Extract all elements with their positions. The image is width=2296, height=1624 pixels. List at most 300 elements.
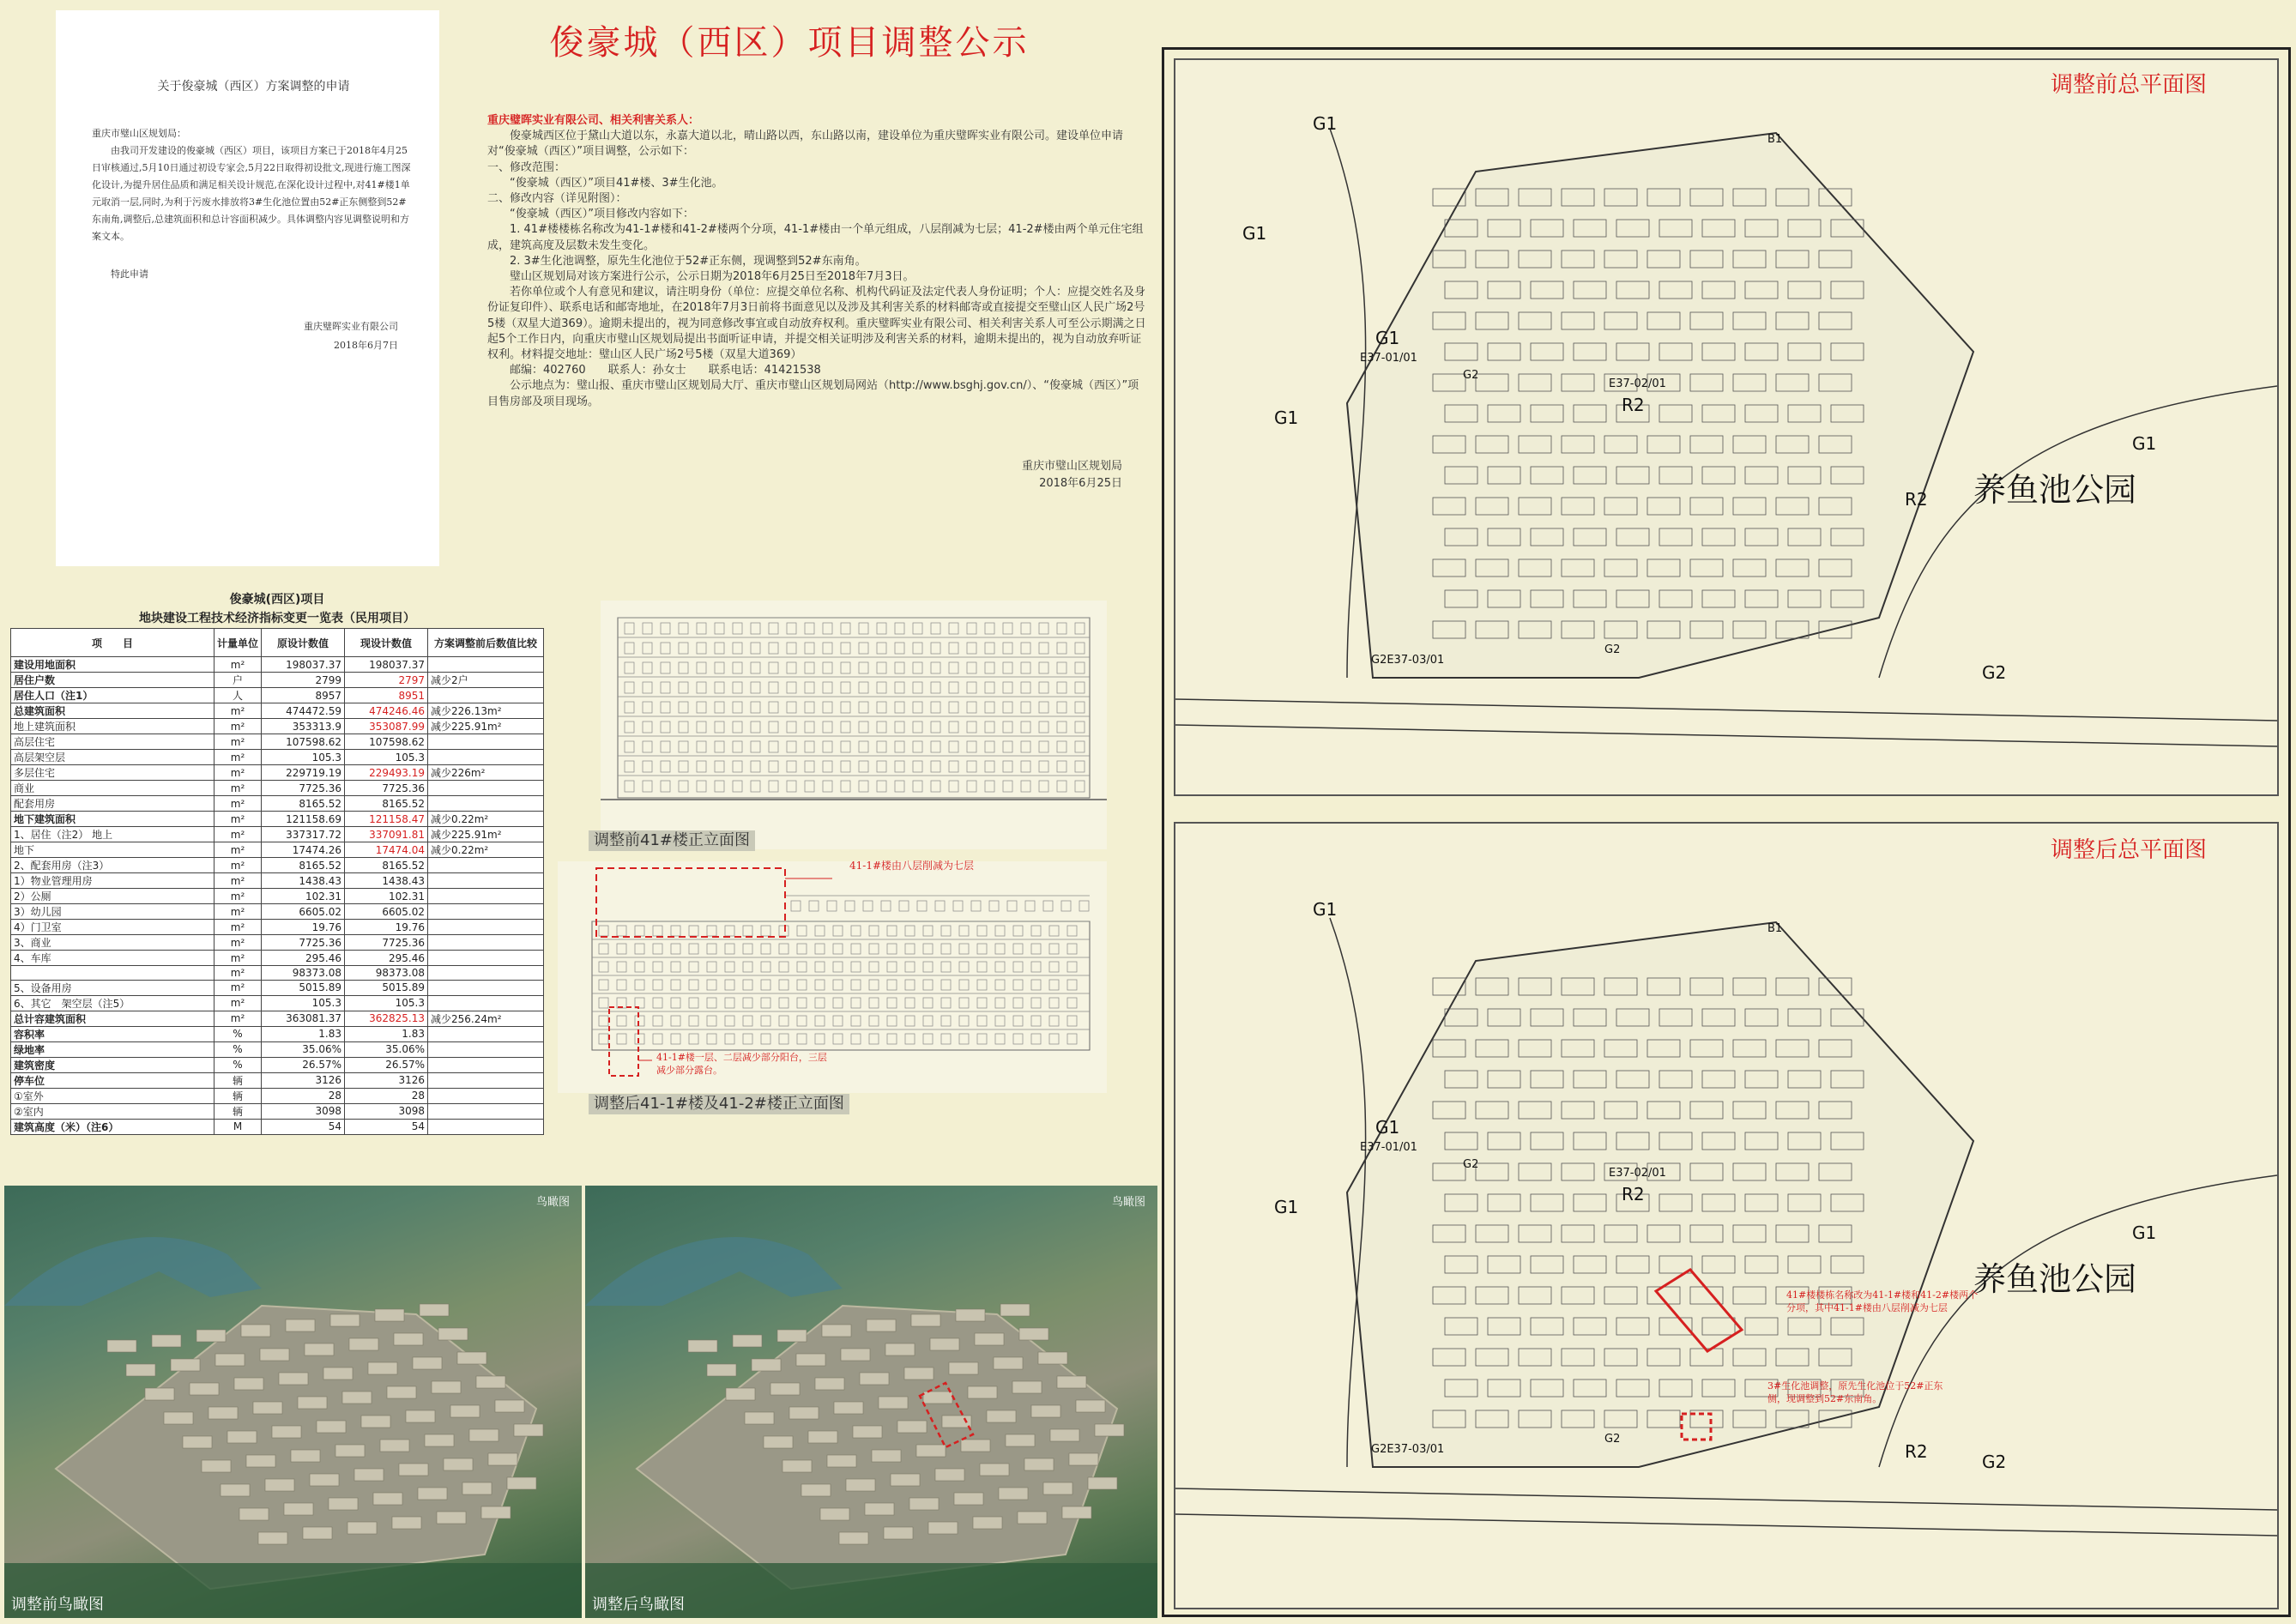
letter-salutation: 重庆市璧山区规划局： xyxy=(92,128,186,139)
window xyxy=(1031,1016,1041,1026)
aerial-building xyxy=(839,1532,868,1544)
table-cell-unit: M xyxy=(214,1119,262,1134)
plan-after-label-g1: G1 xyxy=(2132,1223,2157,1243)
plan-before xyxy=(1174,58,2279,796)
window xyxy=(967,741,976,752)
table-cell-curr: 8165.52 xyxy=(345,796,428,812)
window xyxy=(959,1034,969,1044)
table-cell-unit: m² xyxy=(214,657,262,673)
window xyxy=(859,721,868,733)
plan-before-drawing xyxy=(1175,60,2277,794)
window xyxy=(697,761,706,772)
window xyxy=(823,721,832,733)
plan-before-label-g1: G1 xyxy=(1242,223,1267,244)
window xyxy=(1075,721,1085,733)
table-cell-diff: 减少256.24m² xyxy=(428,1011,544,1026)
window xyxy=(617,926,626,936)
window xyxy=(805,643,814,654)
window xyxy=(1075,623,1085,634)
window xyxy=(959,998,969,1008)
notice-p2: “俊豪城（西区）”项目41#楼、3#生化池。 xyxy=(510,176,723,190)
table-cell-curr: 362825.13 xyxy=(345,1011,428,1026)
table-cell-orig: 8165.52 xyxy=(262,796,345,812)
window xyxy=(887,980,897,990)
table-cell-orig: 28 xyxy=(262,1088,345,1103)
window xyxy=(851,1016,861,1026)
window xyxy=(643,741,652,752)
aerial-building xyxy=(462,1482,492,1494)
aerial-building xyxy=(488,1453,517,1465)
aerial-building xyxy=(190,1383,219,1395)
table-header-orig: 原设计数值 xyxy=(262,629,345,657)
plan-after-label-g2: G2 xyxy=(1604,1433,1621,1446)
window xyxy=(913,702,922,713)
table-row xyxy=(11,781,544,796)
window xyxy=(791,901,801,911)
plan-after-label-plot: E37-01/01 xyxy=(1360,1141,1417,1154)
window xyxy=(895,741,904,752)
table-cell-diff xyxy=(428,750,544,765)
window xyxy=(931,643,940,654)
aerial-building xyxy=(834,1402,863,1414)
table-cell-unit: m² xyxy=(214,995,262,1011)
table-cell-diff xyxy=(428,873,544,889)
table-cell-diff xyxy=(428,935,544,951)
aerial-building xyxy=(284,1503,313,1515)
table-cell-curr: 98373.08 xyxy=(345,966,428,981)
aerial-building xyxy=(867,1319,896,1331)
window xyxy=(1021,623,1030,634)
table-cell-curr: 3098 xyxy=(345,1103,428,1119)
window xyxy=(985,643,994,654)
window xyxy=(959,926,969,936)
window xyxy=(599,998,608,1008)
window xyxy=(751,741,760,752)
window xyxy=(815,962,825,972)
aerial-building xyxy=(425,1434,454,1446)
plan-after-label-r2: R2 xyxy=(1905,1441,1928,1462)
window xyxy=(913,662,922,673)
window xyxy=(779,1034,788,1044)
aerial-building xyxy=(375,1309,404,1321)
aerial-building xyxy=(1043,1482,1072,1494)
aerial-building xyxy=(1006,1434,1035,1446)
window xyxy=(923,998,933,1008)
window xyxy=(869,944,879,954)
window xyxy=(899,901,909,911)
window xyxy=(851,980,861,990)
table-cell-curr: 8165.52 xyxy=(345,858,428,873)
building-outline-after xyxy=(592,921,1090,1050)
window xyxy=(887,1034,897,1044)
table-row xyxy=(11,1103,544,1119)
window xyxy=(823,623,832,634)
table-cell-orig: 198037.37 xyxy=(262,657,345,673)
table-cell-unit: m² xyxy=(214,873,262,889)
window xyxy=(787,662,796,673)
aerial-building xyxy=(865,1503,894,1515)
table-row xyxy=(11,812,544,827)
aerial-building xyxy=(387,1386,416,1398)
window xyxy=(841,623,850,634)
window xyxy=(733,761,742,772)
window xyxy=(869,998,879,1008)
table-row xyxy=(11,873,544,889)
window xyxy=(671,980,680,990)
window xyxy=(661,741,670,752)
window xyxy=(1049,1016,1059,1026)
aerial-building xyxy=(335,1445,365,1457)
window xyxy=(1067,1016,1077,1026)
window xyxy=(859,643,868,654)
table-cell-orig: 19.76 xyxy=(262,920,345,935)
aerial-building xyxy=(354,1469,384,1481)
window xyxy=(715,781,724,792)
window xyxy=(977,998,987,1008)
aerial-building xyxy=(323,1367,353,1379)
window xyxy=(913,623,922,634)
window xyxy=(787,781,796,792)
window xyxy=(733,662,742,673)
table-cell-curr: 5015.89 xyxy=(345,980,428,995)
aerial-building xyxy=(935,1469,964,1481)
window xyxy=(653,980,662,990)
window xyxy=(689,1016,698,1026)
table-row xyxy=(11,1088,544,1103)
table-cell-unit: m² xyxy=(214,781,262,796)
window xyxy=(689,998,698,1008)
window xyxy=(967,623,976,634)
window xyxy=(635,926,644,936)
table-row xyxy=(11,920,544,935)
aerial-building xyxy=(258,1532,287,1544)
window xyxy=(707,926,716,936)
window xyxy=(1003,702,1012,713)
window xyxy=(797,1034,807,1044)
window xyxy=(841,662,850,673)
table-cell-diff: 减少2户 xyxy=(428,673,544,688)
window xyxy=(1031,962,1041,972)
window xyxy=(643,623,652,634)
aerial-building xyxy=(342,1392,372,1404)
table-cell-unit: m² xyxy=(214,827,262,842)
window xyxy=(985,721,994,733)
window xyxy=(715,662,724,673)
window xyxy=(733,623,742,634)
window xyxy=(625,682,634,693)
window xyxy=(1013,998,1023,1008)
table-cell-curr: 295.46 xyxy=(345,951,428,966)
window xyxy=(815,980,825,990)
table-cell-label: 容积率 xyxy=(11,1026,214,1041)
plan-before-label-g1: G1 xyxy=(1313,113,1338,134)
window xyxy=(769,623,778,634)
aerial-building xyxy=(107,1340,136,1352)
aerial-building xyxy=(145,1388,174,1400)
letter-title: 关于俊豪城（西区）方案调整的申请 xyxy=(157,80,350,94)
notice-p5: 2. 3#生化池调整，原先生化池位于52#正东侧，现调整到52#东南角。 xyxy=(510,254,867,268)
window xyxy=(815,1034,825,1044)
window xyxy=(679,702,688,713)
table-cell-diff xyxy=(428,734,544,750)
aerial-building xyxy=(126,1364,155,1376)
window xyxy=(1075,702,1085,713)
table-cell-diff xyxy=(428,781,544,796)
window xyxy=(751,682,760,693)
table-cell-curr: 6605.02 xyxy=(345,904,428,920)
window xyxy=(985,781,994,792)
window xyxy=(1075,643,1085,654)
window xyxy=(743,962,752,972)
window xyxy=(1057,662,1066,673)
window xyxy=(697,623,706,634)
table-row xyxy=(11,750,544,765)
notice-addressee: 重庆璧晖实业有限公司、相关利害关系人： xyxy=(487,114,700,127)
table-cell-orig: 17474.26 xyxy=(262,842,345,858)
table-row xyxy=(11,858,544,873)
window xyxy=(977,980,987,990)
aerial-building xyxy=(961,1440,990,1452)
window xyxy=(1067,1034,1077,1044)
table-cell-curr: 337091.81 xyxy=(345,827,428,842)
window xyxy=(995,998,1005,1008)
window xyxy=(823,702,832,713)
window xyxy=(1013,1034,1023,1044)
window xyxy=(689,980,698,990)
window xyxy=(743,1016,752,1026)
aerial-building xyxy=(298,1397,327,1409)
table-row xyxy=(11,980,544,995)
aerial-building xyxy=(987,1410,1016,1422)
aerial-building xyxy=(954,1493,983,1505)
plan-after-park: 养鱼池公园 xyxy=(1973,1260,2137,1298)
aerial-building xyxy=(770,1383,800,1395)
plan-after-note-1: 41#楼楼栋名称改为41-1#楼和41-2#楼两个分项，其中41-1#楼由八层削减为七层 xyxy=(1786,1289,1979,1313)
window xyxy=(949,761,958,772)
window xyxy=(989,901,999,911)
table-cell-label: 建筑密度 xyxy=(11,1057,214,1072)
aerial-building xyxy=(394,1333,423,1345)
aerial-building xyxy=(815,1378,844,1390)
window xyxy=(877,682,886,693)
aerial-before-caption: 调整前鸟瞰图 xyxy=(11,1596,104,1614)
window xyxy=(823,662,832,673)
aerial-building xyxy=(253,1402,282,1414)
window xyxy=(661,643,670,654)
table-cell-unit: m² xyxy=(214,750,262,765)
window xyxy=(787,623,796,634)
plan-before-label-r2: R2 xyxy=(1622,395,1645,415)
aerial-building xyxy=(392,1517,421,1529)
plan-after-title: 调整后总平面图 xyxy=(2051,837,2208,863)
window xyxy=(931,682,940,693)
table-cell-curr: 54 xyxy=(345,1119,428,1134)
window xyxy=(1025,901,1035,911)
table-cell-diff: 减少0.22m² xyxy=(428,842,544,858)
window xyxy=(815,1016,825,1026)
aerial-building xyxy=(418,1488,447,1500)
window xyxy=(977,944,987,954)
window xyxy=(1075,761,1085,772)
window xyxy=(905,1034,915,1044)
table-row xyxy=(11,1011,544,1026)
window xyxy=(1057,643,1066,654)
aerial-building xyxy=(437,1512,466,1524)
table-cell-unit: m² xyxy=(214,796,262,812)
table-cell-unit: m² xyxy=(214,935,262,951)
window xyxy=(671,1034,680,1044)
window xyxy=(679,721,688,733)
aerial-building xyxy=(923,1392,952,1404)
aerial-building xyxy=(789,1407,819,1419)
aerial-building xyxy=(1057,1376,1086,1388)
window xyxy=(823,682,832,693)
window xyxy=(797,962,807,972)
table-cell-diff xyxy=(428,1041,544,1057)
plan-after-label-plot: G2E37-03/01 xyxy=(1371,1443,1445,1456)
window xyxy=(1003,741,1012,752)
table-cell-diff xyxy=(428,995,544,1011)
table-cell-curr: 35.06% xyxy=(345,1041,428,1057)
aerial-building xyxy=(215,1354,245,1366)
table-cell-label: 5、设备用房 xyxy=(11,980,214,995)
window xyxy=(679,643,688,654)
elevation-note-top: 41-1#楼由八层削减为七层 xyxy=(849,860,975,872)
aerial-building xyxy=(239,1508,269,1520)
aerial-building xyxy=(891,1474,920,1486)
plan-before-label-g2: G2 xyxy=(1463,369,1479,382)
table-cell-orig: 35.06% xyxy=(262,1041,345,1057)
table-cell-diff: 减少226.13m² xyxy=(428,703,544,719)
letter-closing: 特此申请 xyxy=(111,269,148,280)
window xyxy=(1007,901,1017,911)
removed-floor-box xyxy=(596,868,785,937)
table-cell-diff: 减少225.91m² xyxy=(428,719,544,734)
aerial-building xyxy=(726,1388,755,1400)
aerial-building xyxy=(973,1517,1002,1529)
window xyxy=(733,702,742,713)
notice-p9: 公示地点为：璧山报、重庆市璧山区规划局大厅、重庆市璧山区规划局网站（http://www.bsghj.gov.cn/）、“俊豪城（西区）”项目售房部及项目现场。 xyxy=(487,379,1139,408)
window xyxy=(1021,721,1030,733)
aerial-building xyxy=(457,1352,486,1364)
window xyxy=(995,1034,1005,1044)
window xyxy=(679,662,688,673)
window xyxy=(941,998,951,1008)
aerial-building xyxy=(227,1431,257,1443)
table-cell-curr: 353087.99 xyxy=(345,719,428,734)
window xyxy=(643,721,652,733)
window xyxy=(1079,901,1089,911)
window xyxy=(1003,662,1012,673)
window xyxy=(761,962,770,972)
table-cell-orig: 7725.36 xyxy=(262,935,345,951)
table-cell-label: 建设用地面积 xyxy=(11,657,214,673)
window xyxy=(923,1016,933,1026)
plan-after-note-2: 3#生化池调整，原先生化池位于52#正东侧，现调整到52#东南角。 xyxy=(1767,1380,1943,1404)
window xyxy=(779,944,788,954)
table-cell-unit: m² xyxy=(214,951,262,966)
notice-p1: 俊豪城西区位于黛山大道以东，永嘉大道以北，晴山路以西，东山路以南，建设单位为重庆璧晖实业有限公司。建设单位申请对“俊豪城（西区）”项目调整，公示如下： xyxy=(487,130,1124,159)
building-outline xyxy=(618,618,1090,798)
window xyxy=(851,1034,861,1044)
window xyxy=(859,702,868,713)
table-cell-label: 4）门卫室 xyxy=(11,920,214,935)
window xyxy=(1021,761,1030,772)
page-title: 俊豪城（西区）项目调整公示 xyxy=(549,23,1030,63)
window xyxy=(941,1034,951,1044)
window xyxy=(733,721,742,733)
table-cell-unit: 辆 xyxy=(214,1103,262,1119)
aerial-building xyxy=(507,1477,536,1489)
window xyxy=(1043,901,1053,911)
window xyxy=(887,926,897,936)
table-cell-orig: 105.3 xyxy=(262,750,345,765)
window xyxy=(1049,926,1059,936)
table-cell-curr: 1438.43 xyxy=(345,873,428,889)
table-row xyxy=(11,1072,544,1088)
window xyxy=(643,682,652,693)
plan-after-label-g2: G2 xyxy=(1982,1452,2007,1472)
table-cell-unit: 人 xyxy=(214,688,262,703)
table-row xyxy=(11,1041,544,1057)
table-cell-curr: 2797 xyxy=(345,673,428,688)
aerial-building xyxy=(822,1325,851,1337)
plan-before-park: 养鱼池公园 xyxy=(1973,471,2137,509)
window xyxy=(697,662,706,673)
window xyxy=(869,1034,879,1044)
table-cell-curr: 198037.37 xyxy=(345,657,428,673)
window xyxy=(941,1016,951,1026)
window xyxy=(779,926,788,936)
window xyxy=(679,741,688,752)
aerial-building xyxy=(310,1474,339,1486)
window xyxy=(1057,761,1066,772)
table-row xyxy=(11,673,544,688)
aerial-building xyxy=(349,1338,378,1350)
window xyxy=(1049,1034,1059,1044)
aerial-building xyxy=(413,1357,442,1369)
table-row xyxy=(11,951,544,966)
table-cell-unit: 辆 xyxy=(214,1072,262,1088)
table-header-curr: 现设计数值 xyxy=(345,629,428,657)
window xyxy=(707,998,716,1008)
table-cell-unit: m² xyxy=(214,858,262,873)
window xyxy=(1039,702,1048,713)
window xyxy=(697,781,706,792)
aerial-building xyxy=(968,1386,997,1398)
table-cell-label: 居住户数 xyxy=(11,673,214,688)
window xyxy=(851,944,861,954)
window xyxy=(599,980,608,990)
window xyxy=(841,741,850,752)
window xyxy=(733,741,742,752)
table-cell-curr: 107598.62 xyxy=(345,734,428,750)
plan-before-label-g1: G1 xyxy=(1375,328,1400,348)
window xyxy=(1057,741,1066,752)
window xyxy=(769,662,778,673)
window xyxy=(1021,741,1030,752)
window xyxy=(715,721,724,733)
window xyxy=(895,781,904,792)
aerial-building xyxy=(221,1484,250,1496)
window xyxy=(1013,926,1023,936)
window xyxy=(823,781,832,792)
window xyxy=(949,741,958,752)
aerial-after-drawing xyxy=(585,1186,1157,1618)
window xyxy=(1031,1034,1041,1044)
aerial-building xyxy=(380,1440,409,1452)
table-cell-curr: 105.3 xyxy=(345,995,428,1011)
